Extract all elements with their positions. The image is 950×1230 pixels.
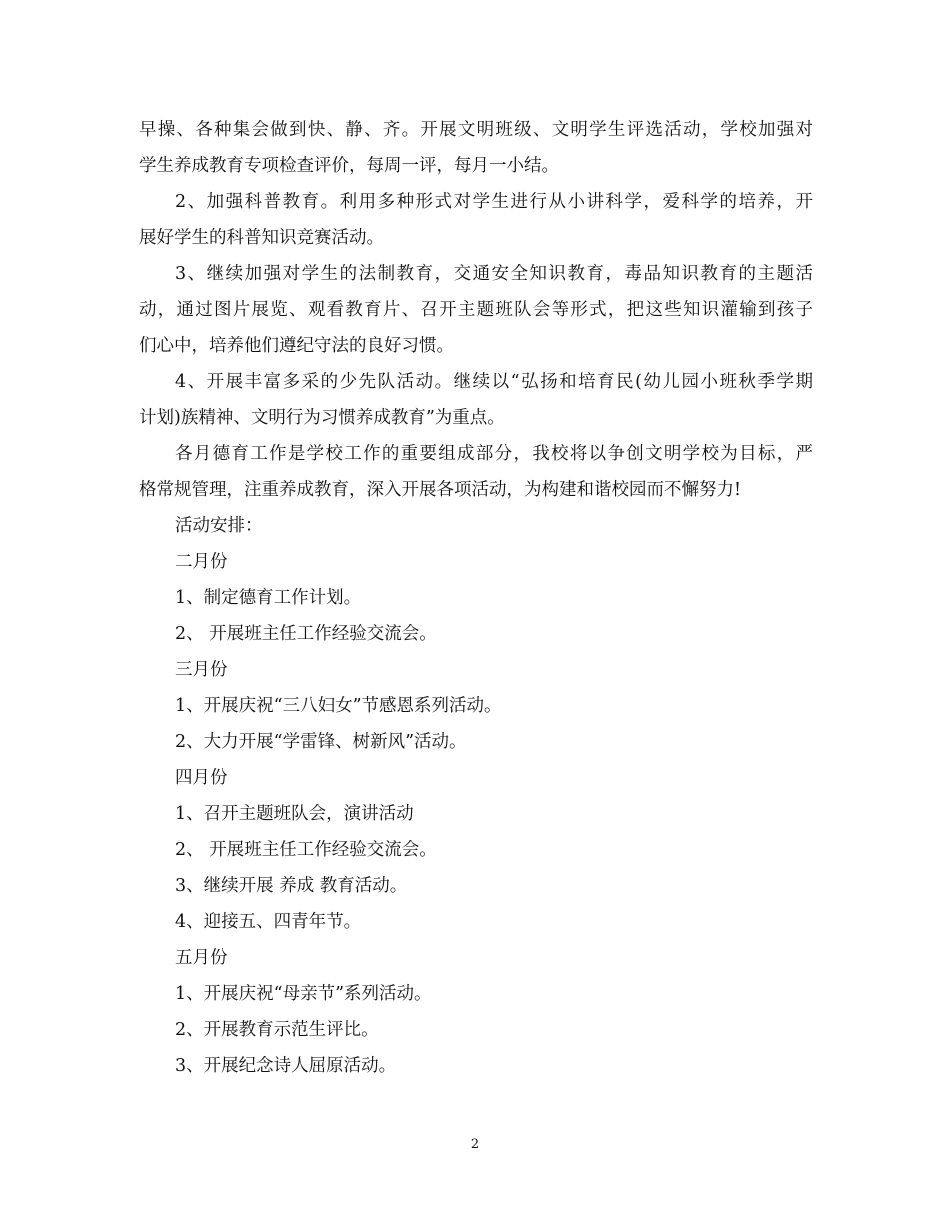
list-item: 4、迎接五、四青年节。 (175, 912, 362, 932)
text-line: 3、继续加强对学生的法制教育，交通安全知识教育，毒品知识教育的主题活 (175, 264, 813, 284)
list-item: 2、大力开展“学雷锋、树新风”活动。 (175, 732, 467, 752)
text-line: 各月德育工作是学校工作的重要组成部分，我校将以争创文明学校为目标，严 (175, 444, 813, 464)
text-line: 格常规管理，注重养成教育，深入开展各项活动，为构建和谐校园而不懈努力! (139, 480, 742, 500)
section-heading: 活动安排： (175, 516, 263, 536)
text-line: 计划)族精神、文明行为习惯养成教育”为重点。 (139, 408, 505, 428)
text-line: 展好学生的科普知识竞赛活动。 (139, 228, 384, 248)
month-heading: 五月份 (175, 948, 228, 968)
text-line: 2、加强科普教育。利用多种形式对学生进行从小讲科学，爱科学的培养，开 (175, 192, 813, 212)
month-heading: 二月份 (175, 552, 228, 572)
list-item: 1、召开主题班队会，演讲活动 (175, 804, 414, 824)
text-line: 动，通过图片展览、观看教育片、召开主题班队会等形式，把这些知识灌输到孩子 (139, 300, 813, 320)
text-line: 4、开展丰富多采的少先队活动。继续以“弘扬和培育民(幼儿园小班秋季学期 (175, 372, 813, 392)
page-number: 2 (470, 1137, 480, 1152)
list-item: 2、 开展班主任工作经验交流会。 (175, 624, 437, 644)
list-item: 1、开展庆祝“三八妇女”节感恩系列活动。 (175, 696, 502, 716)
list-item: 2、 开展班主任工作经验交流会。 (175, 840, 437, 860)
month-heading: 四月份 (175, 768, 228, 788)
month-heading: 三月份 (175, 660, 228, 680)
text-line: 学生养成教育专项检查评价，每周一评，每月一小结。 (139, 156, 559, 176)
list-item: 3、继续开展 养成 教育活动。 (175, 876, 408, 896)
text-line: 们心中，培养他们遵纪守法的良好习惯。 (139, 336, 454, 356)
list-item: 1、开展庆祝“母亲节”系列活动。 (175, 984, 432, 1004)
list-item: 3、开展纪念诗人屈原活动。 (175, 1056, 397, 1076)
list-item: 2、开展教育示范生评比。 (175, 1020, 379, 1040)
text-line: 早操、各种集会做到快、静、齐。开展文明班级、文明学生评选活动，学校加强对 (139, 120, 813, 140)
list-item: 1、制定德育工作计划。 (175, 588, 362, 608)
